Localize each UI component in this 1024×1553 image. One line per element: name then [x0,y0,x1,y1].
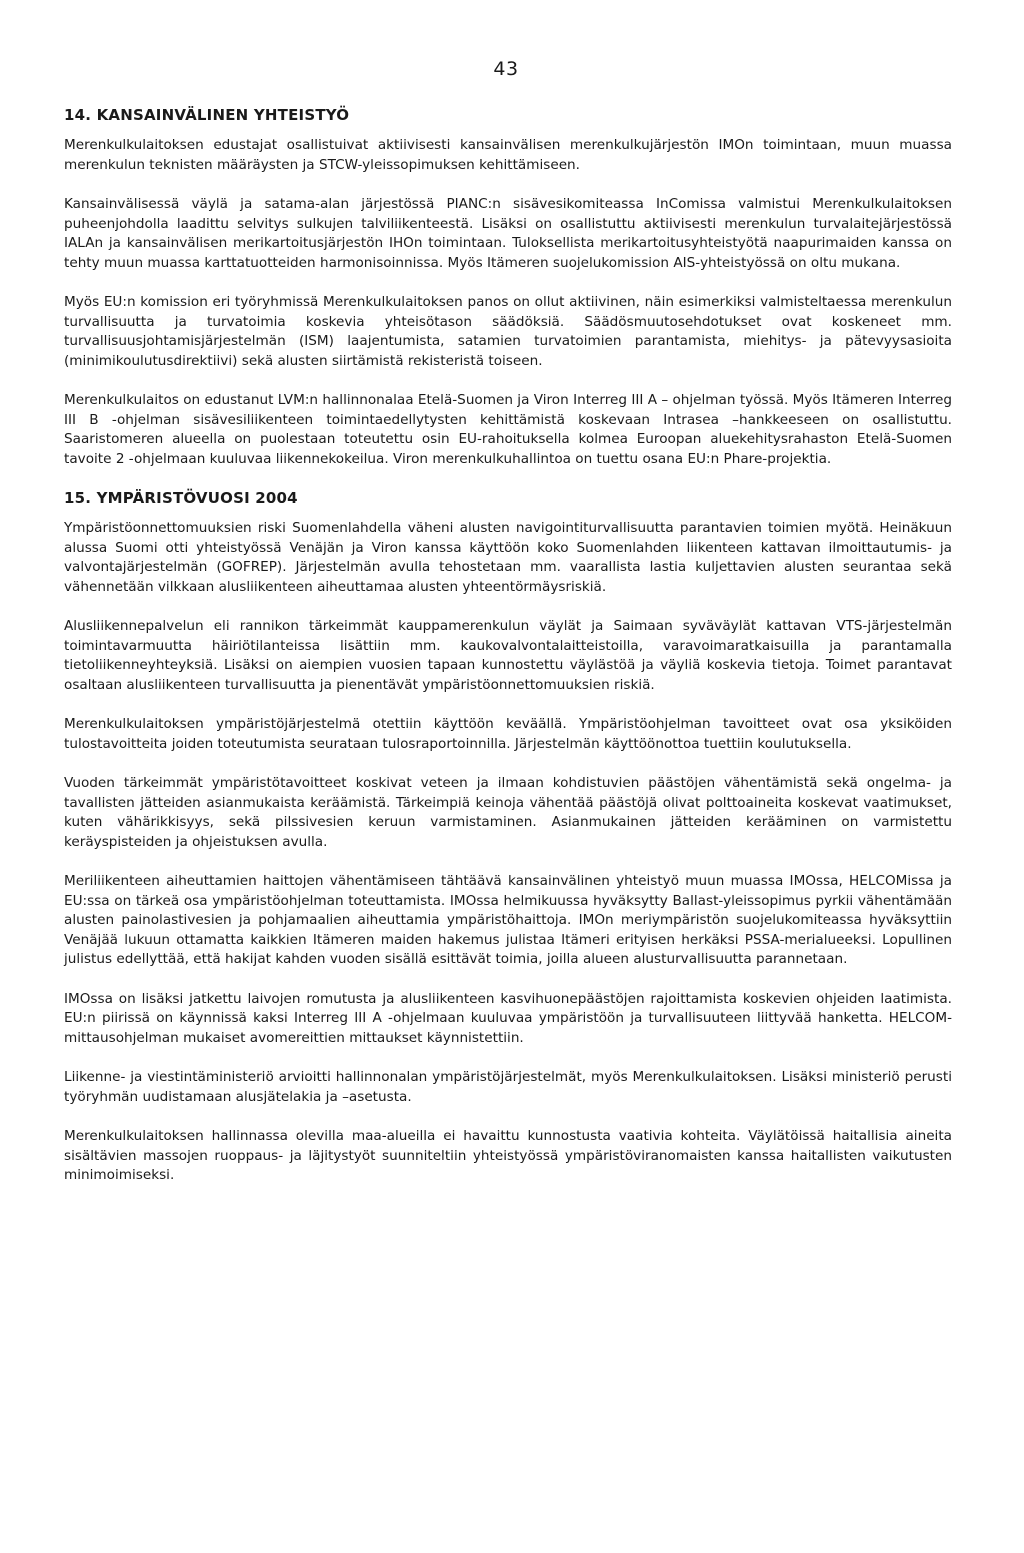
paragraph: Meriliikenteen aiheuttamien haittojen vähentämiseen tähtäävä kansainvälinen yhteistyö muun muassa IMOssa, HELCOMissa ja EU:ssa on tärkeä osa ympäristöohjelman toteuttamista. IMOssa helmikuussa hyväksytty Ballast-yleissopimus pyrkii vähentämään alusten painolastivesien ja pohjamaalien aiheuttamia ympäristöhaittoja. IMOn meriympäristön suojelukomiteassa hyväksyttiin Venäjää lukuun ottamatta kaikkien Itämeren maiden hakemus julistaa Itämeri erityisen herkäksi PSSA-merialueeksi. Lopullinen julistus edellyttää, että hakijat kahden vuoden sisällä esittävät toimia, joilla alueen alusturvallisuutta parannetaan. [64,873,952,967]
paragraph: Myös EU:n komission eri työryhmissä Merenkulkulaitoksen panos on ollut aktiivinen, näin esimerkiksi valmisteltaessa merenkulun turvallisuutta ja turvatoimia koskevia yhteisötason säädöksiä. Säädösmuutosehdotukset ovat koskeneet mm. turvallisuusjohtamisjärjestelmän (ISM) laajentumista, satamien turvatoimien parantamista, miehitys- ja pätevyysasioita (minimikoulutusdirektiivi) sekä alusten siirtämistä rekisteristä toiseen. [64,294,952,369]
section-environment-year [64,489,952,1186]
paragraph: IMOssa on lisäksi jatkettu laivojen romutusta ja alusliikenteen kasvihuonepäästöjen rajoittamista koskevien ohjeiden laatimista. EU:n piirissä on käynnissä kaksi Interreg III A -ohjelmaan kuuluvaa ympäristöön ja turvallisuuteen liittyvää hanketta. HELCOM-mittausohjelman mukaiset avomereittien mittaukset käynnistettiin. [64,990,952,1046]
page-number: 43 [493,58,519,80]
section-heading: 14. KANSAINVÄLINEN YHTEISTYÖ [64,106,350,124]
section-heading: 15. YMPÄRISTÖVUOSI 2004 [64,489,298,507]
paragraph: Merenkulkulaitoksen ympäristöjärjestelmä otettiin käyttöön keväällä. Ympäristöohjelman tavoitteet ovat osa yksiköiden tulostavoitteita joiden toteutumista seurataan tulosraportoinnilla. Järjestelmän käyttöönottoa tuettiin koulutuksella. [64,716,952,752]
paragraph: Merenkulkulaitoksen hallinnassa olevilla maa-alueilla ei havaittu kunnostusta vaativia kohteita. Väylätöissä haitallisia aineita sisältävien massojen ruoppaus- ja läjitystyöt suunniteltiin yhteistyössä ympäristöviranomaisten kanssa haitallisten vaikutusten minimoimiseksi. [64,1128,952,1183]
paragraph: Kansainvälisessä väylä ja satama-alan järjestössä PIANC:n sisävesikomiteassa InComissa valmistui Merenkulkulaitoksen puheenjohdolla laadittu selvitys sulkujen talviliikenteestä. Lisäksi on osallistuttu aktiivisesti merenkulun turvalaitejärjestössä IALAn ja kansainvälisen merikartoitusjärjestön IHOn toimintaan. Tuloksellista merikartoitusyhteistyötä naapurimaiden kanssa on tehty muun muassa karttatuotteiden harmonisoinnissa. Myös Itämeren suojelukomission AIS-yhteistyössä on oltu mukana. [64,196,952,271]
paragraph: Ympäristöonnettomuuksien riski Suomenlahdella väheni alusten navigointiturvallisuutta parantavien toimien myötä. Heinäkuun alussa Suomi otti yhteistyössä Venäjän ja Viron kanssa käyttöön koko Suomenlahden liikenteen kattavan ilmoittautumis- ja valvontajärjestelmän (GOFREP). Järjestelmän avulla tehostetaan mm. vaarallista lastia kuljettavien alusten seurantaa sekä vähennetään vilkkaan alusliikenteen aiheuttamaa alusten yhteentörmäysriskiä. [64,520,952,595]
paragraph: Alusliikennepalvelun eli rannikon tärkeimmät kauppamerenkulun väylät ja Saimaan syväväylät kattavan VTS-järjestelmän toimintavarmuutta häiriötilanteissa lisättiin mm. kaukovalvontalaitteistoilla, varavoimaratkaisuilla ja parantamalla tietoliikenneyhteyksiä. Lisäksi on aiempien vuosien tapaan kunnostettu väylästöä ja väyliä koskevia tietoja. Toimet parantavat osaltaan alusliikenteen turvallisuutta ja pienentävät ympäristöonnettomuuksien riskiä. [64,618,952,693]
paragraph: Liikenne- ja viestintäministeriö arvioitti hallinnonalan ympäristöjärjestelmät, myös Merenkulkulaitoksen. Lisäksi ministeriö perusti työryhmän uudistamaan alusjätelakia ja –asetusta. [64,1069,952,1105]
section-international-cooperation [64,106,952,469]
page-content [64,106,952,1206]
paragraph: Vuoden tärkeimmät ympäristötavoitteet koskivat veteen ja ilmaan kohdistuvien päästöjen vähentämistä sekä ongelma- ja tavallisten jätteiden asianmukaista keräämistä. Tärkeimpiä keinoja vähentää päästöjä olivat polttoaineita koskevat vaatimukset, kuten vähärikkisyys, sekä pilssivesien keruun varmistaminen. Asianmukainen jätteiden kerääminen on varmistettu keräyspisteiden ja ohjeistuksen avulla. [64,775,952,850]
paragraph: Merenkulkulaitoksen edustajat osallistuivat aktiivisesti kansainvälisen merenkulkujärjestön IMOn toimintaan, muun muassa merenkulun teknisten määräysten ja STCW-yleissopimuksen kehittämiseen. [64,137,952,173]
paragraph: Merenkulkulaitos on edustanut LVM:n hallinnonalaa Etelä-Suomen ja Viron Interreg III A – ohjelman työssä. Myös Itämeren Interreg III B -ohjelman sisävesiliikenteen toimintaedellytysten kehittämistä koskevaan Intrasea –hankkeeseen on osallistuttu. Saaristomeren alueella on puolestaan toteutettu osin EU-rahoituksella kolmea Euroopan aluekehitysrahaston Etelä-Suomen tavoite 2 -ohjelmaan kuuluvaa liikennekokeilua. Viron merenkulkuhallintoa on tuettu osana EU:n Phare-projektia. [64,392,952,467]
